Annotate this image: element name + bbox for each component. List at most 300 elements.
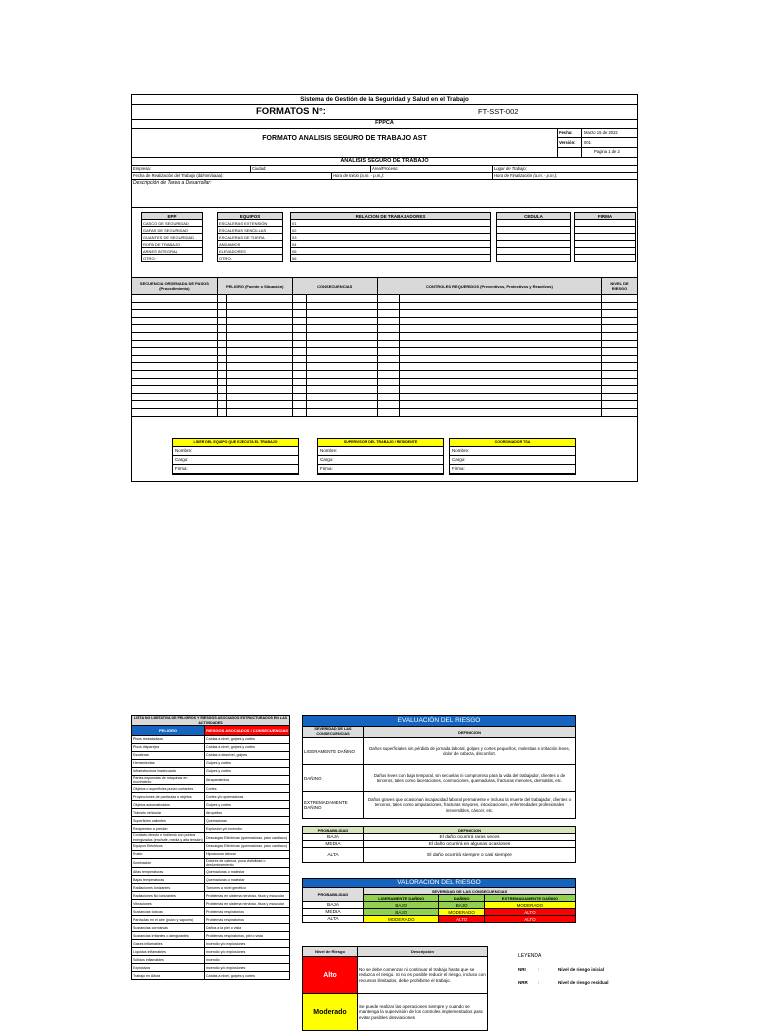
hazard-row (132, 809, 290, 817)
val-row (303, 909, 576, 916)
nivel-header: NIVEL DE RIESGO (602, 278, 638, 295)
prob-header: PROBABILIDAD (303, 827, 364, 834)
val-cell: ALTO (439, 916, 484, 923)
procedure-cell[interactable] (217, 386, 226, 394)
procedure-table (131, 277, 638, 417)
field-area[interactable]: Área/Proceso: (372, 166, 399, 171)
hazard-name: Contacto directo e indirecto con puntos energizados (enchufe, media y alta tensión) (133, 833, 203, 842)
signature-field[interactable]: Nombre: (173, 447, 298, 456)
hazard-name: Pisos disparejos (132, 744, 205, 752)
val-col-header: DAÑINO (439, 895, 484, 902)
firma-table (574, 212, 636, 262)
procedure-cell[interactable] (132, 332, 218, 340)
procedure-cell[interactable] (377, 363, 399, 371)
severity-row (303, 792, 576, 819)
val-row (303, 916, 576, 923)
epp-row (142, 234, 203, 241)
val-cell: BAJO (439, 902, 484, 909)
severity-row (303, 738, 576, 765)
risk-level-row (303, 957, 488, 994)
procedure-cell[interactable] (307, 401, 378, 409)
procedure-cell[interactable] (217, 348, 226, 356)
procedure-cell[interactable] (399, 393, 601, 401)
procedure-cell[interactable] (399, 325, 601, 333)
procedure-row (132, 355, 638, 363)
hazard-consequence: Problemas en sistema nervioso, tisos y muscular (205, 900, 290, 908)
epp-item: CASCO DE SEGURIDAD (142, 220, 203, 227)
val-row-name: BAJA (303, 902, 364, 909)
equipos-table (217, 212, 283, 262)
hazard-col-peligro: PELIGRO (132, 726, 205, 736)
hazard-name: Vibraciones (132, 900, 205, 908)
procedure-cell[interactable] (132, 302, 218, 310)
procedure-cell[interactable] (602, 295, 638, 303)
hazard-row (132, 768, 290, 776)
hazard-row (132, 760, 290, 768)
procedure-cell[interactable] (399, 355, 601, 363)
signature-field[interactable]: Nombre: (450, 447, 575, 456)
procedure-cell[interactable] (307, 348, 378, 356)
blank-row (497, 255, 571, 262)
hazard-consequence: Caídas a nivel, golpes y cortes (205, 744, 290, 752)
worker-row (291, 227, 491, 234)
eval-def-header: DEFINICION (364, 727, 576, 738)
blank-cell[interactable] (497, 220, 571, 227)
hazard-name: Superficies calientes (132, 817, 205, 825)
epp-table (141, 212, 203, 262)
hazard-name: Infraestructura inadecuada (132, 768, 205, 776)
equipo-row (218, 241, 283, 248)
procedure-cell[interactable] (292, 386, 307, 394)
equipo-row (218, 255, 283, 262)
procedure-cell[interactable] (217, 355, 226, 363)
epp-row (142, 248, 203, 255)
procedure-cell[interactable] (377, 302, 399, 310)
procedure-cell[interactable] (399, 295, 601, 303)
procedure-cell[interactable] (602, 317, 638, 325)
procedure-cell[interactable] (132, 348, 218, 356)
hazard-consequence: Problemas respiratorios (205, 908, 290, 916)
procedure-cell[interactable] (602, 363, 638, 371)
hazard-consequence: Quemaduras o malestar (205, 868, 290, 876)
procedure-row (132, 378, 638, 386)
procedure-cell[interactable] (132, 325, 218, 333)
epp-row (142, 255, 203, 262)
hazard-row (132, 940, 290, 948)
procedure-cell[interactable] (377, 340, 399, 348)
hazard-consequence: Cortes (205, 785, 290, 793)
hazard-row (132, 900, 290, 908)
severity-row (303, 765, 576, 792)
procedure-cell[interactable] (377, 325, 399, 333)
procedure-cell[interactable] (307, 378, 378, 386)
procedure-cell[interactable] (307, 332, 378, 340)
procedure-cell[interactable] (217, 401, 226, 409)
procedure-cell[interactable] (226, 370, 292, 378)
procedure-row (132, 325, 638, 333)
worker-row (291, 255, 491, 262)
procedure-cell[interactable] (377, 348, 399, 356)
procedure-cell[interactable] (377, 317, 399, 325)
procedure-cell[interactable] (399, 408, 601, 416)
procedure-cell[interactable] (307, 386, 378, 394)
hazard-name: Trabajo en Altura (132, 972, 205, 980)
procedure-cell[interactable] (602, 386, 638, 394)
hazard-consequence: Problemas en sistema nervioso, tisos y muscular (205, 892, 290, 900)
procedure-cell[interactable] (292, 355, 307, 363)
procedure-cell[interactable] (399, 378, 601, 386)
probability-name: MEDIA (303, 841, 364, 848)
hazard-row (132, 776, 290, 785)
val-title: VALORACION DEL RIESGO (303, 879, 576, 888)
valuation-table (302, 878, 576, 923)
procedure-cell[interactable] (226, 408, 292, 416)
procedure-row (132, 363, 638, 371)
procedure-cell[interactable] (602, 408, 638, 416)
procedure-cell[interactable] (226, 401, 292, 409)
equipos-header: EQUIPOS (218, 213, 283, 220)
blank-cell[interactable] (575, 220, 636, 227)
procedure-cell[interactable] (307, 317, 378, 325)
field-lugar[interactable]: Lugar de Trabajo: (494, 166, 527, 171)
hazard-row (132, 817, 290, 825)
hazard-row (132, 908, 290, 916)
procedure-cell[interactable] (307, 295, 378, 303)
blank-row (497, 248, 571, 255)
hazard-list-title: LISTA NO LIMITATIVA DE PELIGROS Y RIESGOS ASOCIADOS ESTRUCTURADOS EN LAS ACTIVIDADES (132, 716, 290, 726)
procedure-cell[interactable] (132, 363, 218, 371)
hazard-row (132, 736, 290, 744)
field-empresa[interactable]: Empresa: (133, 166, 151, 171)
procedure-cell[interactable] (217, 317, 226, 325)
blank-cell[interactable] (497, 255, 571, 262)
procedure-cell[interactable] (399, 332, 601, 340)
hazard-consequence: Cortes y/o quemaduras (205, 793, 290, 801)
procedure-cell[interactable] (307, 393, 378, 401)
blank-cell[interactable] (575, 241, 636, 248)
signature-field[interactable]: Cargo: (173, 456, 298, 465)
procedure-cell[interactable] (292, 370, 307, 378)
procedure-cell[interactable] (132, 310, 218, 318)
equipo-item: ESCALERAS DE TIJERA (218, 234, 283, 241)
procedure-cell[interactable] (292, 295, 307, 303)
hazard-row (132, 892, 290, 900)
procedure-cell[interactable] (226, 302, 292, 310)
val-col-header: LIGERAMENTE DAÑINO (364, 895, 439, 902)
procedure-cell[interactable] (307, 340, 378, 348)
risk-level-row (303, 994, 488, 1031)
procedure-cell[interactable] (292, 393, 307, 401)
signature-field[interactable]: Firma: (173, 465, 298, 474)
procedure-cell[interactable] (226, 310, 292, 318)
procedure-cell[interactable] (377, 370, 399, 378)
procedure-row (132, 408, 638, 416)
field-fecha-realizacion[interactable]: Fecha de Realización del Trabajo (dd/mm/aaaa): (133, 173, 224, 178)
meta-page: Pagina 1 de 2 (594, 149, 620, 154)
hazard-row (132, 956, 290, 964)
procedure-cell[interactable] (292, 317, 307, 325)
probability-row (303, 834, 576, 841)
worker-item: 03 (291, 234, 491, 241)
probability-row (303, 841, 576, 848)
hazard-name: Bajas temperaturas (132, 876, 205, 884)
procedure-cell[interactable] (226, 295, 292, 303)
hazard-row (132, 850, 290, 858)
procedure-cell[interactable] (307, 408, 378, 416)
signature-title: SUPERVISOR DEL TRABAJO / RESIDENTE (318, 439, 443, 447)
meta-fecha-value: Marzo 15 de 2022 (584, 130, 618, 135)
equipo-row (218, 234, 283, 241)
procedure-cell[interactable] (307, 355, 378, 363)
procedure-cell[interactable] (602, 302, 638, 310)
procedure-cell[interactable] (377, 310, 399, 318)
hazard-consequence: Daños a la piel o vista (205, 924, 290, 932)
field-ciudad[interactable]: Ciudad: (252, 166, 267, 171)
cedula-header: CEDULA (497, 213, 571, 220)
procedure-row (132, 393, 638, 401)
blank-row (575, 234, 636, 241)
hazard-name: Tránsito vehicular (132, 809, 205, 817)
blank-cell[interactable] (575, 227, 636, 234)
probability-definition: El daño ocurrirá raras veces (364, 834, 576, 841)
procedure-cell[interactable] (292, 378, 307, 386)
procedure-cell[interactable] (132, 378, 218, 386)
controles-header: CONTROLES REQUERIDOS (Preventivos, Protectivos y Reactivos) (377, 278, 601, 295)
procedure-cell[interactable] (307, 325, 378, 333)
hazard-row (132, 868, 290, 876)
procedure-cell[interactable] (132, 386, 218, 394)
procedure-cell[interactable] (602, 393, 638, 401)
procedure-cell[interactable] (377, 393, 399, 401)
blank-row (497, 227, 571, 234)
hazard-name: Sustancias corrosivas (132, 924, 205, 932)
signature-field[interactable]: Cargo: (450, 456, 575, 465)
procedure-cell[interactable] (307, 370, 378, 378)
procedure-cell[interactable] (226, 393, 292, 401)
val-cell: MODERADO (484, 902, 575, 909)
procedure-cell[interactable] (377, 332, 399, 340)
hazard-row (132, 858, 290, 867)
procedure-cell[interactable] (377, 408, 399, 416)
hazard-row (132, 793, 290, 801)
signature-field[interactable]: Cargo: (318, 456, 443, 465)
consecuencias-header: CONSECUENCIAS (292, 278, 377, 295)
form-title: FORMATO ANALISIS SEGURO DE TRABAJO AST (262, 135, 427, 142)
worker-item: 02 (291, 227, 491, 234)
blank-cell[interactable] (497, 227, 571, 234)
probability-name: ALTA (303, 848, 364, 863)
hazard-consequence: Golpes y cortes (205, 768, 290, 776)
procedure-cell[interactable] (132, 370, 218, 378)
blank-cell[interactable] (497, 241, 571, 248)
procedure-cell[interactable] (226, 363, 292, 371)
procedure-cell[interactable] (292, 332, 307, 340)
hazard-row (132, 924, 290, 932)
procedure-cell[interactable] (602, 340, 638, 348)
procedure-cell[interactable] (399, 363, 601, 371)
procedure-cell[interactable] (292, 310, 307, 318)
procedure-cell[interactable] (307, 302, 378, 310)
equipo-row (218, 248, 283, 255)
signature-block (449, 438, 576, 475)
hazard-consequence: Atrapamientos (205, 776, 290, 785)
workers-table (290, 212, 491, 262)
level-header: Nivel de Riesgo (303, 947, 358, 957)
procedure-cell[interactable] (602, 310, 638, 318)
hazard-consequence: Descargas Eléctricas (quemaduras, paro cardiaco) (205, 833, 290, 842)
procedure-cell[interactable] (217, 302, 226, 310)
hazard-row (132, 801, 290, 809)
severity-definition: Daños leves con baja temporal, sin secuelas ni compromiso para la vida del trabajador, clientes o de terceros, tales como laceraciones, conmociones, quemaduras, fracturas menores, dermatitis, etc. (364, 765, 576, 792)
hazard-row (132, 785, 290, 793)
hazard-row (132, 948, 290, 956)
meta-version-value: 001 (584, 140, 591, 145)
blank-cell[interactable] (575, 255, 636, 262)
procedure-cell[interactable] (399, 348, 601, 356)
field-hora-inicio[interactable]: Hora de Inicio (a.m. - p.m.): (333, 173, 384, 178)
procedure-cell[interactable] (399, 370, 601, 378)
procedure-cell[interactable] (602, 378, 638, 386)
blank-cell[interactable] (575, 248, 636, 255)
procedure-cell[interactable] (292, 325, 307, 333)
procedure-cell[interactable] (292, 408, 307, 416)
val-cell: BAJO (364, 902, 439, 909)
hazard-name: Recipientes a presión (132, 825, 205, 833)
procedure-cell[interactable] (377, 378, 399, 386)
procedure-cell[interactable] (602, 332, 638, 340)
procedure-cell[interactable] (292, 401, 307, 409)
severity-name: DAÑINO (303, 765, 364, 792)
eval-title: EVALUACIÓN DEL RIESGO (303, 716, 576, 727)
procedure-cell[interactable] (602, 401, 638, 409)
procedure-cell[interactable] (217, 295, 226, 303)
epp-row (142, 227, 203, 234)
procedure-cell[interactable] (602, 355, 638, 363)
procedure-cell[interactable] (132, 408, 218, 416)
procedure-cell[interactable] (217, 370, 226, 378)
firma-header: FIRMA (575, 213, 636, 220)
procedure-cell[interactable] (602, 370, 638, 378)
procedure-cell[interactable] (399, 401, 601, 409)
procedure-cell[interactable] (226, 355, 292, 363)
hazard-consequence: Golpes y cortes (205, 760, 290, 768)
procedure-cell[interactable] (377, 295, 399, 303)
procedure-cell[interactable] (132, 295, 218, 303)
hazard-consequence: Incendio (205, 956, 290, 964)
signature-field[interactable]: Firma: (318, 465, 443, 474)
epp-row (142, 241, 203, 248)
procedure-cell[interactable] (217, 340, 226, 348)
hazard-consequence: Descargas Eléctricas (quemaduras, paro cardiaco) (205, 842, 290, 850)
hazard-consequence: Incendio y/o explosiones (205, 964, 290, 972)
procedure-cell[interactable] (292, 302, 307, 310)
risk-level-description: Se puede realizar las operaciones siempre y cuando se mantenga la supervisión de los controles implementados para evitar posibles desviaciones (358, 994, 488, 1031)
hazard-col-riesgos: RIESGOS ASOCIADOS / CONSECUENCIAS (205, 726, 290, 736)
procedure-cell[interactable] (226, 348, 292, 356)
probability-name: BAJA (303, 834, 364, 841)
hazard-name: Sustancias tóxicas (132, 908, 205, 916)
procedure-cell[interactable] (217, 325, 226, 333)
procedure-row (132, 317, 638, 325)
signature-title: COORDINADOR TSA (450, 439, 575, 447)
hazard-row (132, 932, 290, 940)
procedure-cell[interactable] (226, 317, 292, 325)
steps-header: SECUENCIA ORDENADA DE PASOS (Procedimiento) (132, 278, 218, 295)
field-hora-fin[interactable]: Hora de Finalización (a.m. - p.m.): (494, 173, 558, 178)
procedure-cell[interactable] (292, 340, 307, 348)
procedure-cell[interactable] (226, 332, 292, 340)
procedure-cell[interactable] (602, 325, 638, 333)
procedure-cell[interactable] (226, 325, 292, 333)
procedure-cell[interactable] (399, 386, 601, 394)
procedure-cell[interactable] (292, 348, 307, 356)
procedure-cell[interactable] (292, 363, 307, 371)
procedure-cell[interactable] (377, 386, 399, 394)
blank-cell[interactable] (497, 248, 571, 255)
procedure-cell[interactable] (307, 363, 378, 371)
hazard-name: Pisos resbaladizos (132, 736, 205, 744)
procedure-cell[interactable] (399, 310, 601, 318)
cedula-table (496, 212, 571, 262)
probability-row (303, 848, 576, 863)
val-prob-header: PROBABILIDAD (303, 888, 364, 902)
hazard-consequence: Quemaduras (205, 817, 290, 825)
procedure-cell[interactable] (377, 401, 399, 409)
hazard-list-table (131, 715, 290, 980)
procedure-cell[interactable] (132, 340, 218, 348)
procedure-cell[interactable] (132, 401, 218, 409)
hazard-row (132, 972, 290, 980)
field-task-description[interactable]: Descripción de Tarea a Desarrollar: (133, 180, 212, 186)
procedure-cell[interactable] (307, 310, 378, 318)
procedure-cell[interactable] (217, 310, 226, 318)
hazard-row (132, 833, 290, 842)
procedure-cell[interactable] (217, 332, 226, 340)
procedure-row (132, 386, 638, 394)
procedure-cell[interactable] (226, 386, 292, 394)
procedure-cell[interactable] (217, 393, 226, 401)
procedure-cell[interactable] (217, 408, 226, 416)
severity-definition: Daños graves que ocasionan incapacidad laboral permanente e incluso la muerte del trabajador, clientes o terceros, tales como amputaciones, fracturas mayores, intoxicaciones, enfermedades profesionales irreversibles, cáncer, etc. (364, 792, 576, 819)
procedure-cell[interactable] (399, 317, 601, 325)
blank-cell[interactable] (575, 234, 636, 241)
procedure-cell[interactable] (132, 393, 218, 401)
blank-row (497, 220, 571, 227)
hazard-consequence: Quemaduras o malestar (205, 876, 290, 884)
procedure-cell[interactable] (399, 302, 601, 310)
hazard-name: Explosivos (132, 964, 205, 972)
signature-field[interactable]: Firma: (450, 465, 575, 474)
signature-block (172, 438, 299, 475)
procedure-cell[interactable] (132, 355, 218, 363)
risk-level-name: Moderado (303, 994, 358, 1031)
procedure-cell[interactable] (226, 340, 292, 348)
procedure-cell[interactable] (132, 317, 218, 325)
blank-row (575, 241, 636, 248)
signature-field[interactable]: Nombre: (318, 447, 443, 456)
legend-title: LEYENDA (518, 953, 542, 959)
val-cell: BAJO (364, 909, 439, 916)
procedure-cell[interactable] (399, 340, 601, 348)
procedure-cell[interactable] (217, 363, 226, 371)
procedure-cell[interactable] (226, 378, 292, 386)
blank-cell[interactable] (497, 234, 571, 241)
hazard-consequence: Golpes y cortes (205, 801, 290, 809)
procedure-cell[interactable] (377, 355, 399, 363)
procedure-cell[interactable] (217, 378, 226, 386)
procedure-cell[interactable] (602, 348, 638, 356)
worker-row (291, 241, 491, 248)
